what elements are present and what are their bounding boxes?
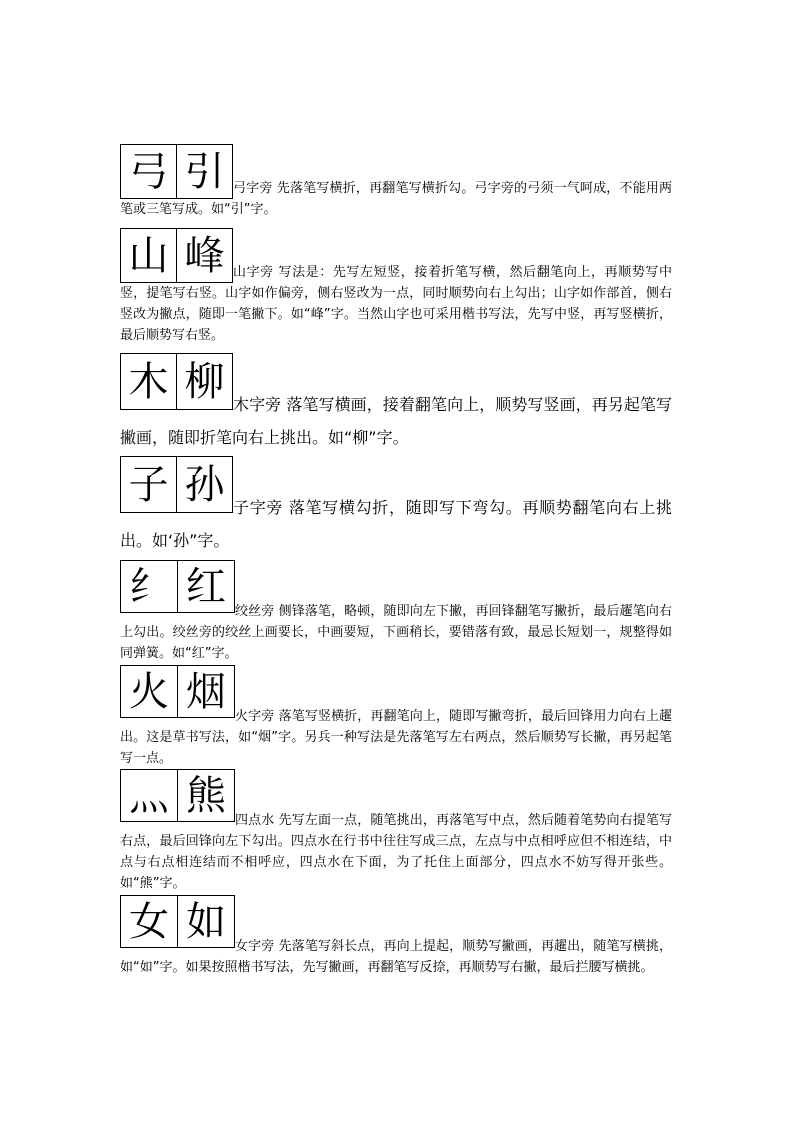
glyph-box: [120, 228, 233, 283]
entry-text: 子字旁 落笔写横勾折，随即写下弯勾。再顺势翻笔向右上挑出。如‘孙”字。: [120, 498, 672, 550]
example-glyph: 烟: [177, 666, 234, 717]
entry-gong: [120, 144, 672, 220]
entry-sidianshui: [120, 769, 672, 894]
glyph-box: [120, 456, 233, 513]
radical-glyph: 弓: [128, 148, 169, 195]
radical-glyph: 纟: [129, 563, 169, 610]
example-glyph: 熊: [177, 770, 234, 821]
entry-zi: [120, 456, 672, 557]
entry-text: 弓字旁 先落笔写横折，再翻笔写横折勾。弓字旁的弓须一气呵成，不能用两笔或三笔写成。如“引”字。: [120, 181, 672, 217]
radical-glyph: 子: [128, 461, 169, 508]
glyph-box: [120, 560, 235, 613]
example-glyph: 红: [177, 561, 234, 612]
radical-glyph: 灬: [129, 772, 169, 819]
radical-glyph: 山: [128, 232, 169, 279]
entry-huo: [120, 665, 672, 769]
entry-text: 木字旁 落笔写横画，接着翻笔向上，顺势写竖画，再另起笔写撇画，随即折笔向右上挑出。如“柳”字。: [120, 395, 672, 447]
radical-glyph: 火: [129, 668, 169, 715]
glyph-box: [120, 769, 235, 822]
glyph-box: [120, 353, 233, 410]
entry-text: 四点水 先写左面一点，随笔挑出，再落笔写中点，然后随着笔势向右提笔写右点，最后回锋向左下勾出。四点水在行书中往往写成三点，左点与中点相呼应但不相连结，中点与右点相连结而不相呼应，四点水在下面，为了托住上面部分，四点水不妨写得开张些。如“熊”字。: [120, 813, 672, 891]
radical-glyph: 木: [128, 358, 169, 405]
entry-text: 绞丝旁 侧锋落笔，略顿，随即向左下撇，再回锋翻笔写撇折，最后趯笔向右上勾出。绞丝旁的绞丝上画要长，中画要短，下画稍长，要错落有致，最忌长短划一，规整得如同弹簧。如“红”字。: [120, 604, 672, 661]
radical-glyph: 女: [129, 898, 169, 945]
entry-shan: [120, 228, 672, 346]
example-glyph: 峰: [176, 229, 232, 282]
entry-text: 火字旁 落笔写竖横折，再翻笔向上，随即写撇弯折，最后回锋用力向右上趯出。这是草书写法，如“烟”字。另兵一种写法是先落笔写左右两点，然后顺势写长撇，再另起笔写一点。: [120, 709, 672, 766]
entry-text: 山字旁 写法是：先写左短竖，接着折笔写横，然后翻笔向上，再顺势写中竖，提笔写右竖。山字如作偏旁，侧右竖改为一点，同时顺势向右上勾出；山字如作部首，侧右竖改为撇点，随即一笔撇下。如“峰”字。当然山字也可采用楷书写法，先写中竖，再写竖横折，最后顺势写右竖。: [120, 265, 672, 343]
entry-nv: [120, 895, 672, 978]
glyph-box: [120, 895, 235, 948]
example-glyph: 引: [176, 145, 232, 198]
glyph-box: [120, 144, 233, 199]
entry-jiaosi: [120, 560, 672, 664]
example-glyph: 柳: [176, 354, 232, 409]
example-glyph: 如: [177, 896, 234, 947]
example-glyph: 孙: [176, 457, 232, 512]
entry-mu: [120, 353, 672, 454]
glyph-box: [120, 665, 235, 718]
entry-text: 女字旁 先落笔写斜长点，再向上提起，顺势写撇画，再趯出，随笔写横挑，如“如”字。如果按照楷书写法，先写撇画，再翻笔写反捺，再顺势写右撇，最后拦腰写横挑。: [120, 939, 672, 975]
